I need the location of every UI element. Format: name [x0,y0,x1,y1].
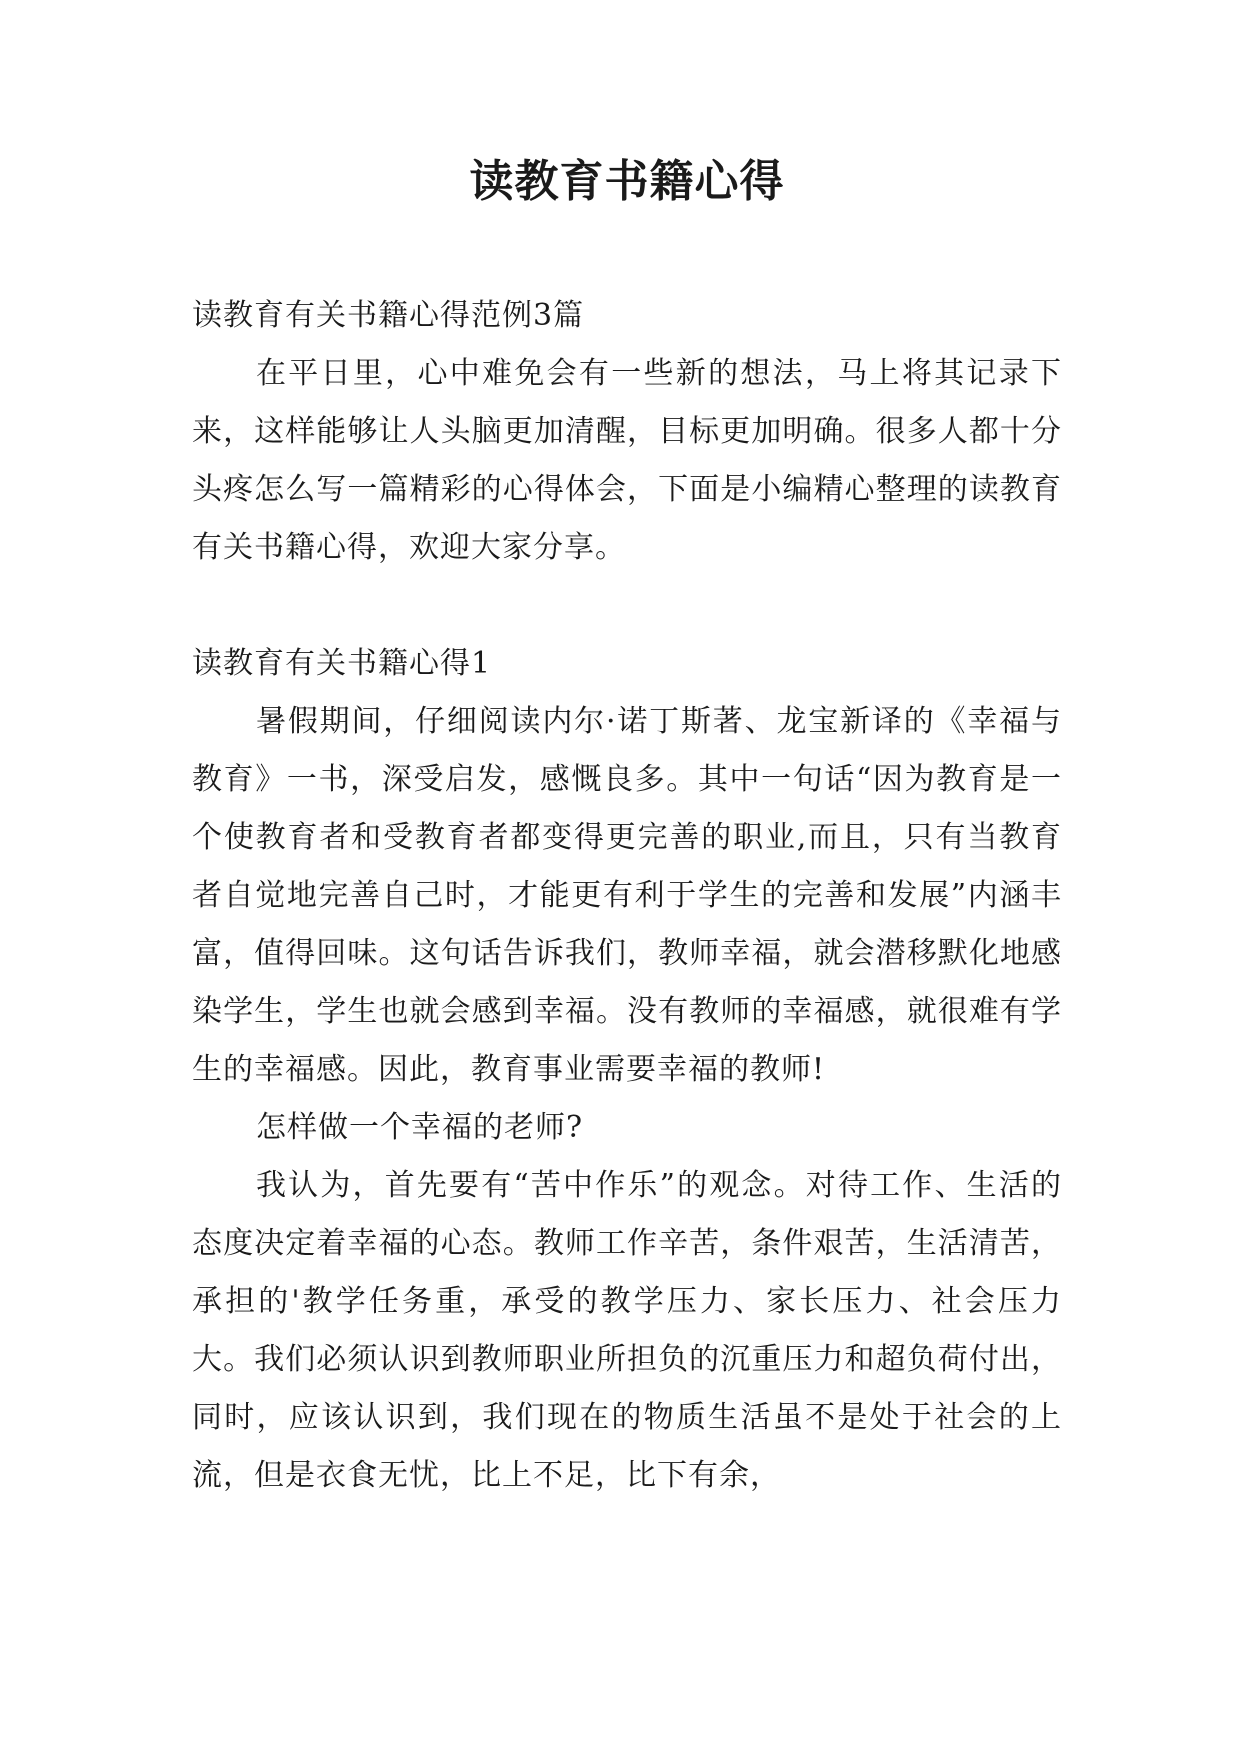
paragraph: 我认为，首先要有“苦中作乐”的观念。对待工作、生活的态度决定着幸福的心态。教师工作辛苦，条件艰苦，生活清苦，承担的'教学任务重，承受的教学压力、家长压力、社会压力大。我们必须认识到教师职业所担负的沉重压力和超负荷付出，同时，应该认识到，我们现在的物质生活虽不是处于社会的上流，但是衣食无忧，比上不足，比下有余， [192,1168,1062,1493]
paragraph: 怎样做一个幸福的老师? [256,1110,584,1145]
document-title: 读教育书籍心得 [469,156,785,207]
section-spacer [192,577,1062,635]
paragraph: 在平日里，心中难免会有一些新的想法，马上将其记录下来，这样能够让人头脑更加清醒，目标更加明确。很多人都十分头疼怎么写一篇精彩的心得体会，下面是小编精心整理的读教育有关书籍心得，欢迎大家分享。 [192,356,1062,565]
section-heading: 读教育有关书籍心得1 [192,646,492,681]
document-body [192,287,1062,1505]
paragraph: 暑假期间，仔细阅读内尔·诺丁斯著、龙宝新译的《幸福与教育》一书，深受启发，感慨良多。其中一句话“因为教育是一个使教育者和受教育者都变得更完善的职业,而且，只有当教育者自觉地完善自己时，才能更有利于学生的完善和发展”内涵丰富，值得回味。这句话告诉我们，教师幸福，就会潜移默化地感染学生，学生也就会感到幸福。没有教师的幸福感，就很难有学生的幸福感。因此，教育事业需要幸福的教师! [192,704,1062,1087]
section-heading: 读教育有关书籍心得范例3篇 [192,298,585,333]
